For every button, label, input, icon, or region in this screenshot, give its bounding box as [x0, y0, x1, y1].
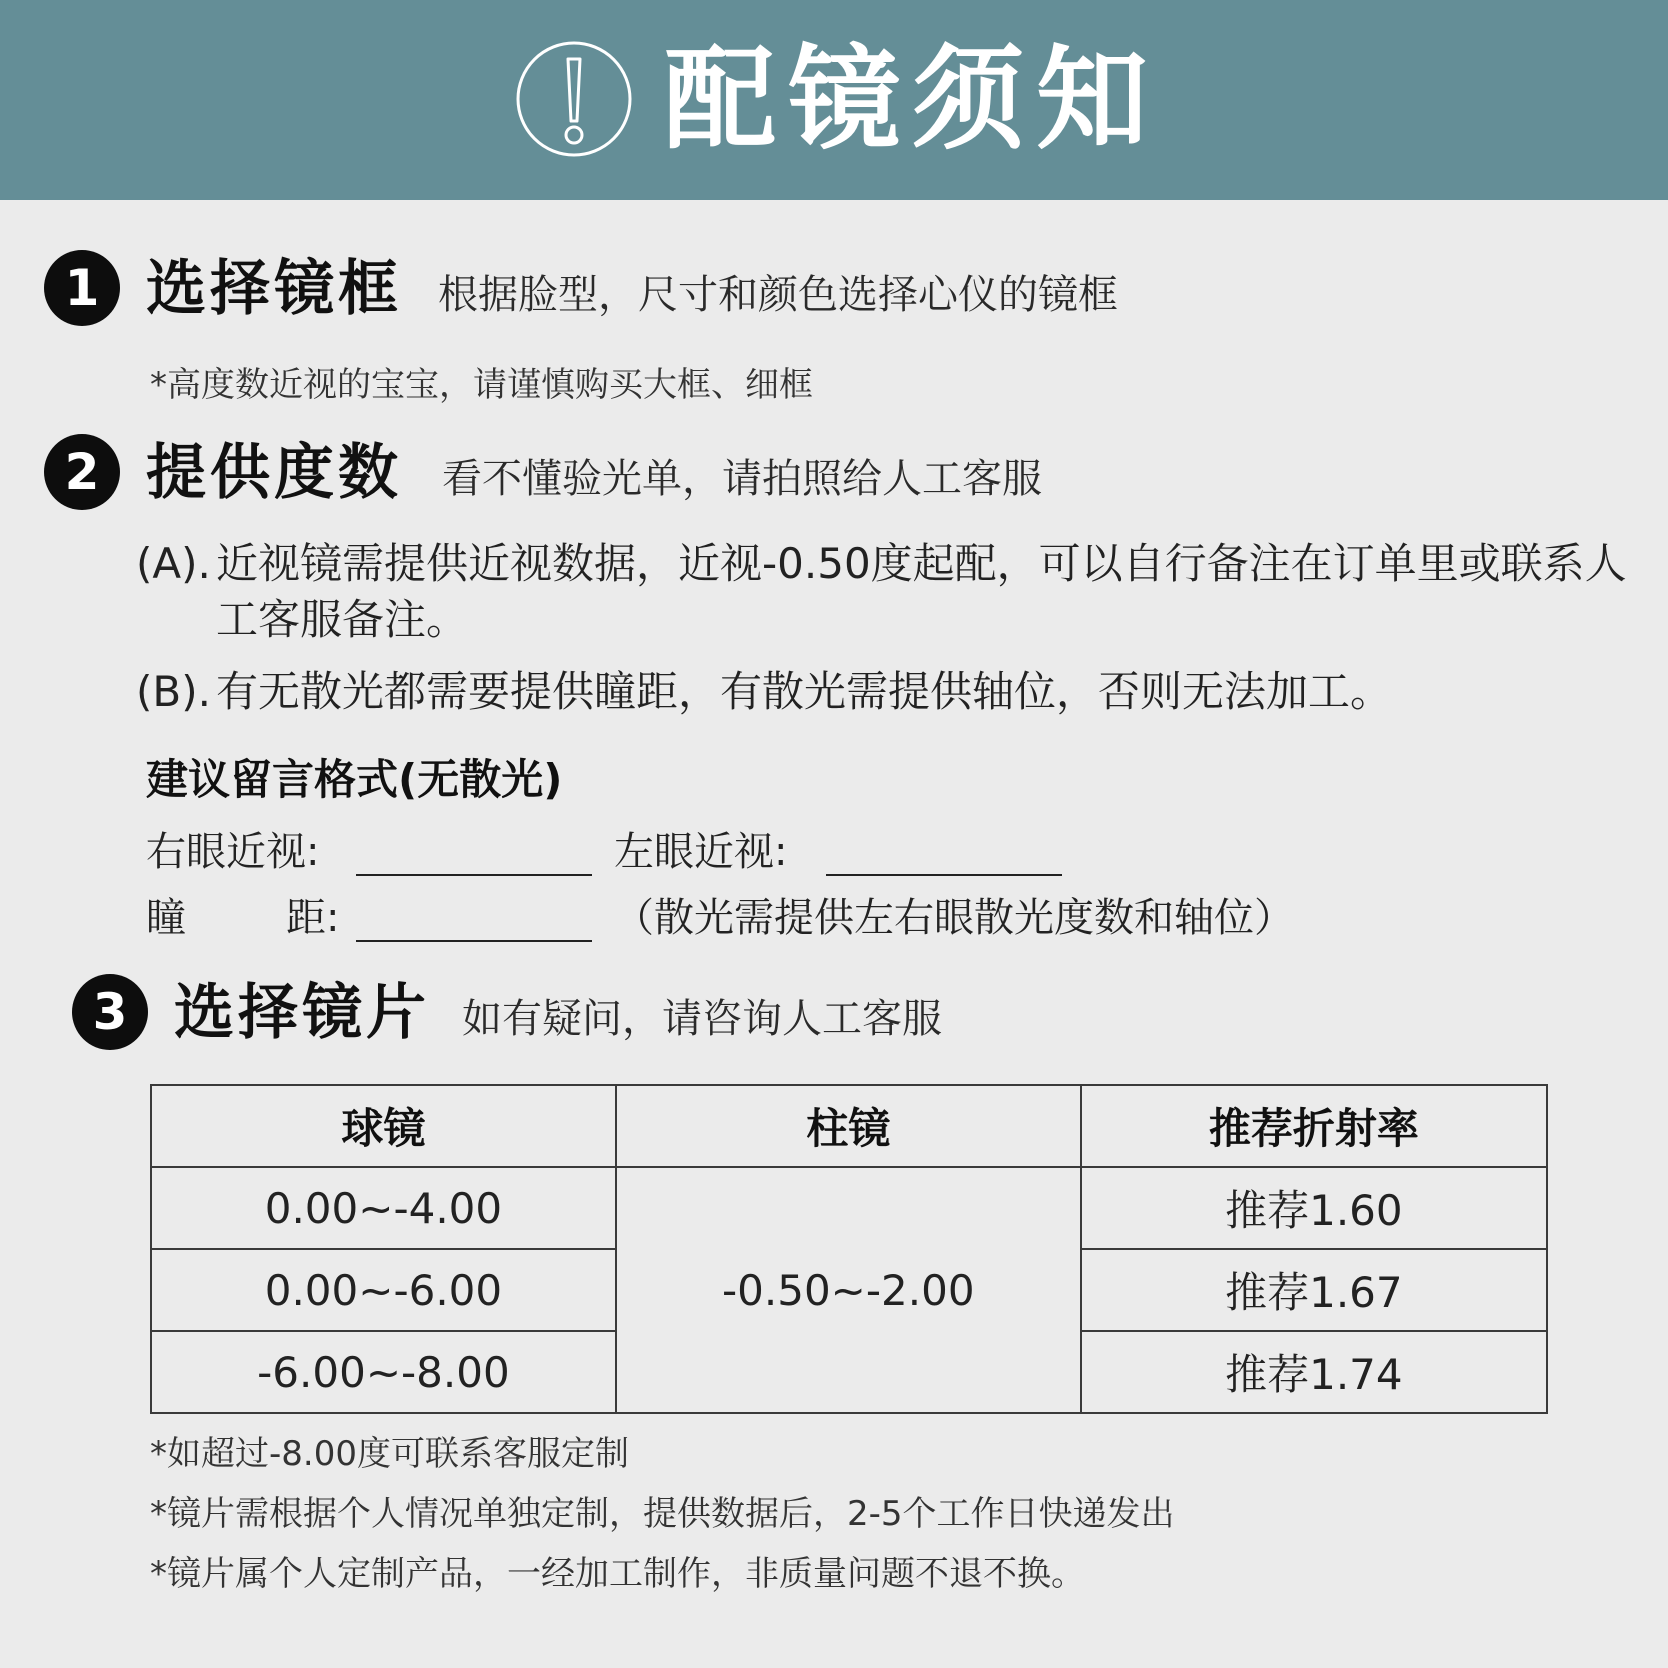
table-row [151, 1167, 1547, 1249]
pd-blank [356, 940, 592, 942]
left-eye-label: 左眼近视: [614, 829, 788, 875]
lens-table [150, 1084, 1548, 1414]
item-text-a: 近视镜需提供近视数据，近视-0.50度起配，可以自行备注在订单里或联系人工客服备注。 [216, 539, 1627, 644]
item-tag-b: (B). [136, 667, 211, 716]
step-badge-2: 2 [44, 434, 120, 510]
header-refractive-index: 推荐折射率 [1081, 1085, 1547, 1167]
header-sphere: 球镜 [151, 1085, 616, 1167]
sphere-cell: 0.00~-4.00 [151, 1167, 616, 1249]
sphere-cell: 0.00~-6.00 [151, 1249, 616, 1331]
item-tag-a: (A). [136, 539, 211, 588]
page-title: 配镜须知 [664, 35, 1160, 165]
section-title-lens: 选择镜片 [174, 978, 430, 1048]
table-header-row [151, 1085, 1547, 1167]
step-badge-1: 1 [44, 250, 120, 326]
section-title-prescription: 提供度数 [146, 438, 402, 508]
cylinder-cell: -0.50~-2.00 [616, 1167, 1081, 1413]
index-cell: 推荐1.74 [1081, 1331, 1547, 1413]
footnote-custom: *如超过-8.00度可联系客服定制 [150, 1434, 629, 1474]
instruction-item-a [136, 536, 1646, 648]
left-eye-blank [826, 874, 1062, 876]
sphere-cell: -6.00~-8.00 [151, 1331, 616, 1413]
pd-label-char1: 瞳 [146, 895, 186, 941]
instruction-item-b [136, 664, 1646, 720]
index-cell: 推荐1.60 [1081, 1167, 1547, 1249]
footnote-delivery: *镜片需根据个人情况单独定制，提供数据后，2-5个工作日快递发出 [150, 1494, 1175, 1534]
item-text-b: 有无散光都需要提供瞳距，有散光需提供轴位，否则无法加工。 [216, 667, 1393, 716]
footnote-return-policy: *镜片属个人定制产品，一经加工制作，非质量问题不退不换。 [150, 1554, 1085, 1594]
section-desc-lens: 如有疑问，请咨询人工客服 [462, 996, 942, 1042]
right-eye-label: 右眼近视: [146, 829, 320, 875]
section-note-frame: *高度数近视的宝宝，请谨慎购买大框、细框 [150, 365, 813, 405]
pd-label-char2: 距: [286, 895, 340, 941]
index-cell: 推荐1.67 [1081, 1249, 1547, 1331]
section-desc-prescription: 看不懂验光单，请拍照给人工客服 [442, 456, 1042, 502]
section-title-frame: 选择镜框 [146, 254, 402, 324]
right-eye-blank [356, 874, 592, 876]
exclamation-circle-icon [516, 41, 632, 157]
format-title: 建议留言格式(无散光) [146, 755, 563, 804]
section-desc-frame: 根据脸型，尺寸和颜色选择心仪的镜框 [438, 272, 1118, 318]
header-banner [0, 0, 1668, 200]
astigmatism-note: （散光需提供左右眼散光度数和轴位） [614, 895, 1294, 941]
header-cylinder: 柱镜 [616, 1085, 1081, 1167]
step-badge-3: 3 [72, 974, 148, 1050]
